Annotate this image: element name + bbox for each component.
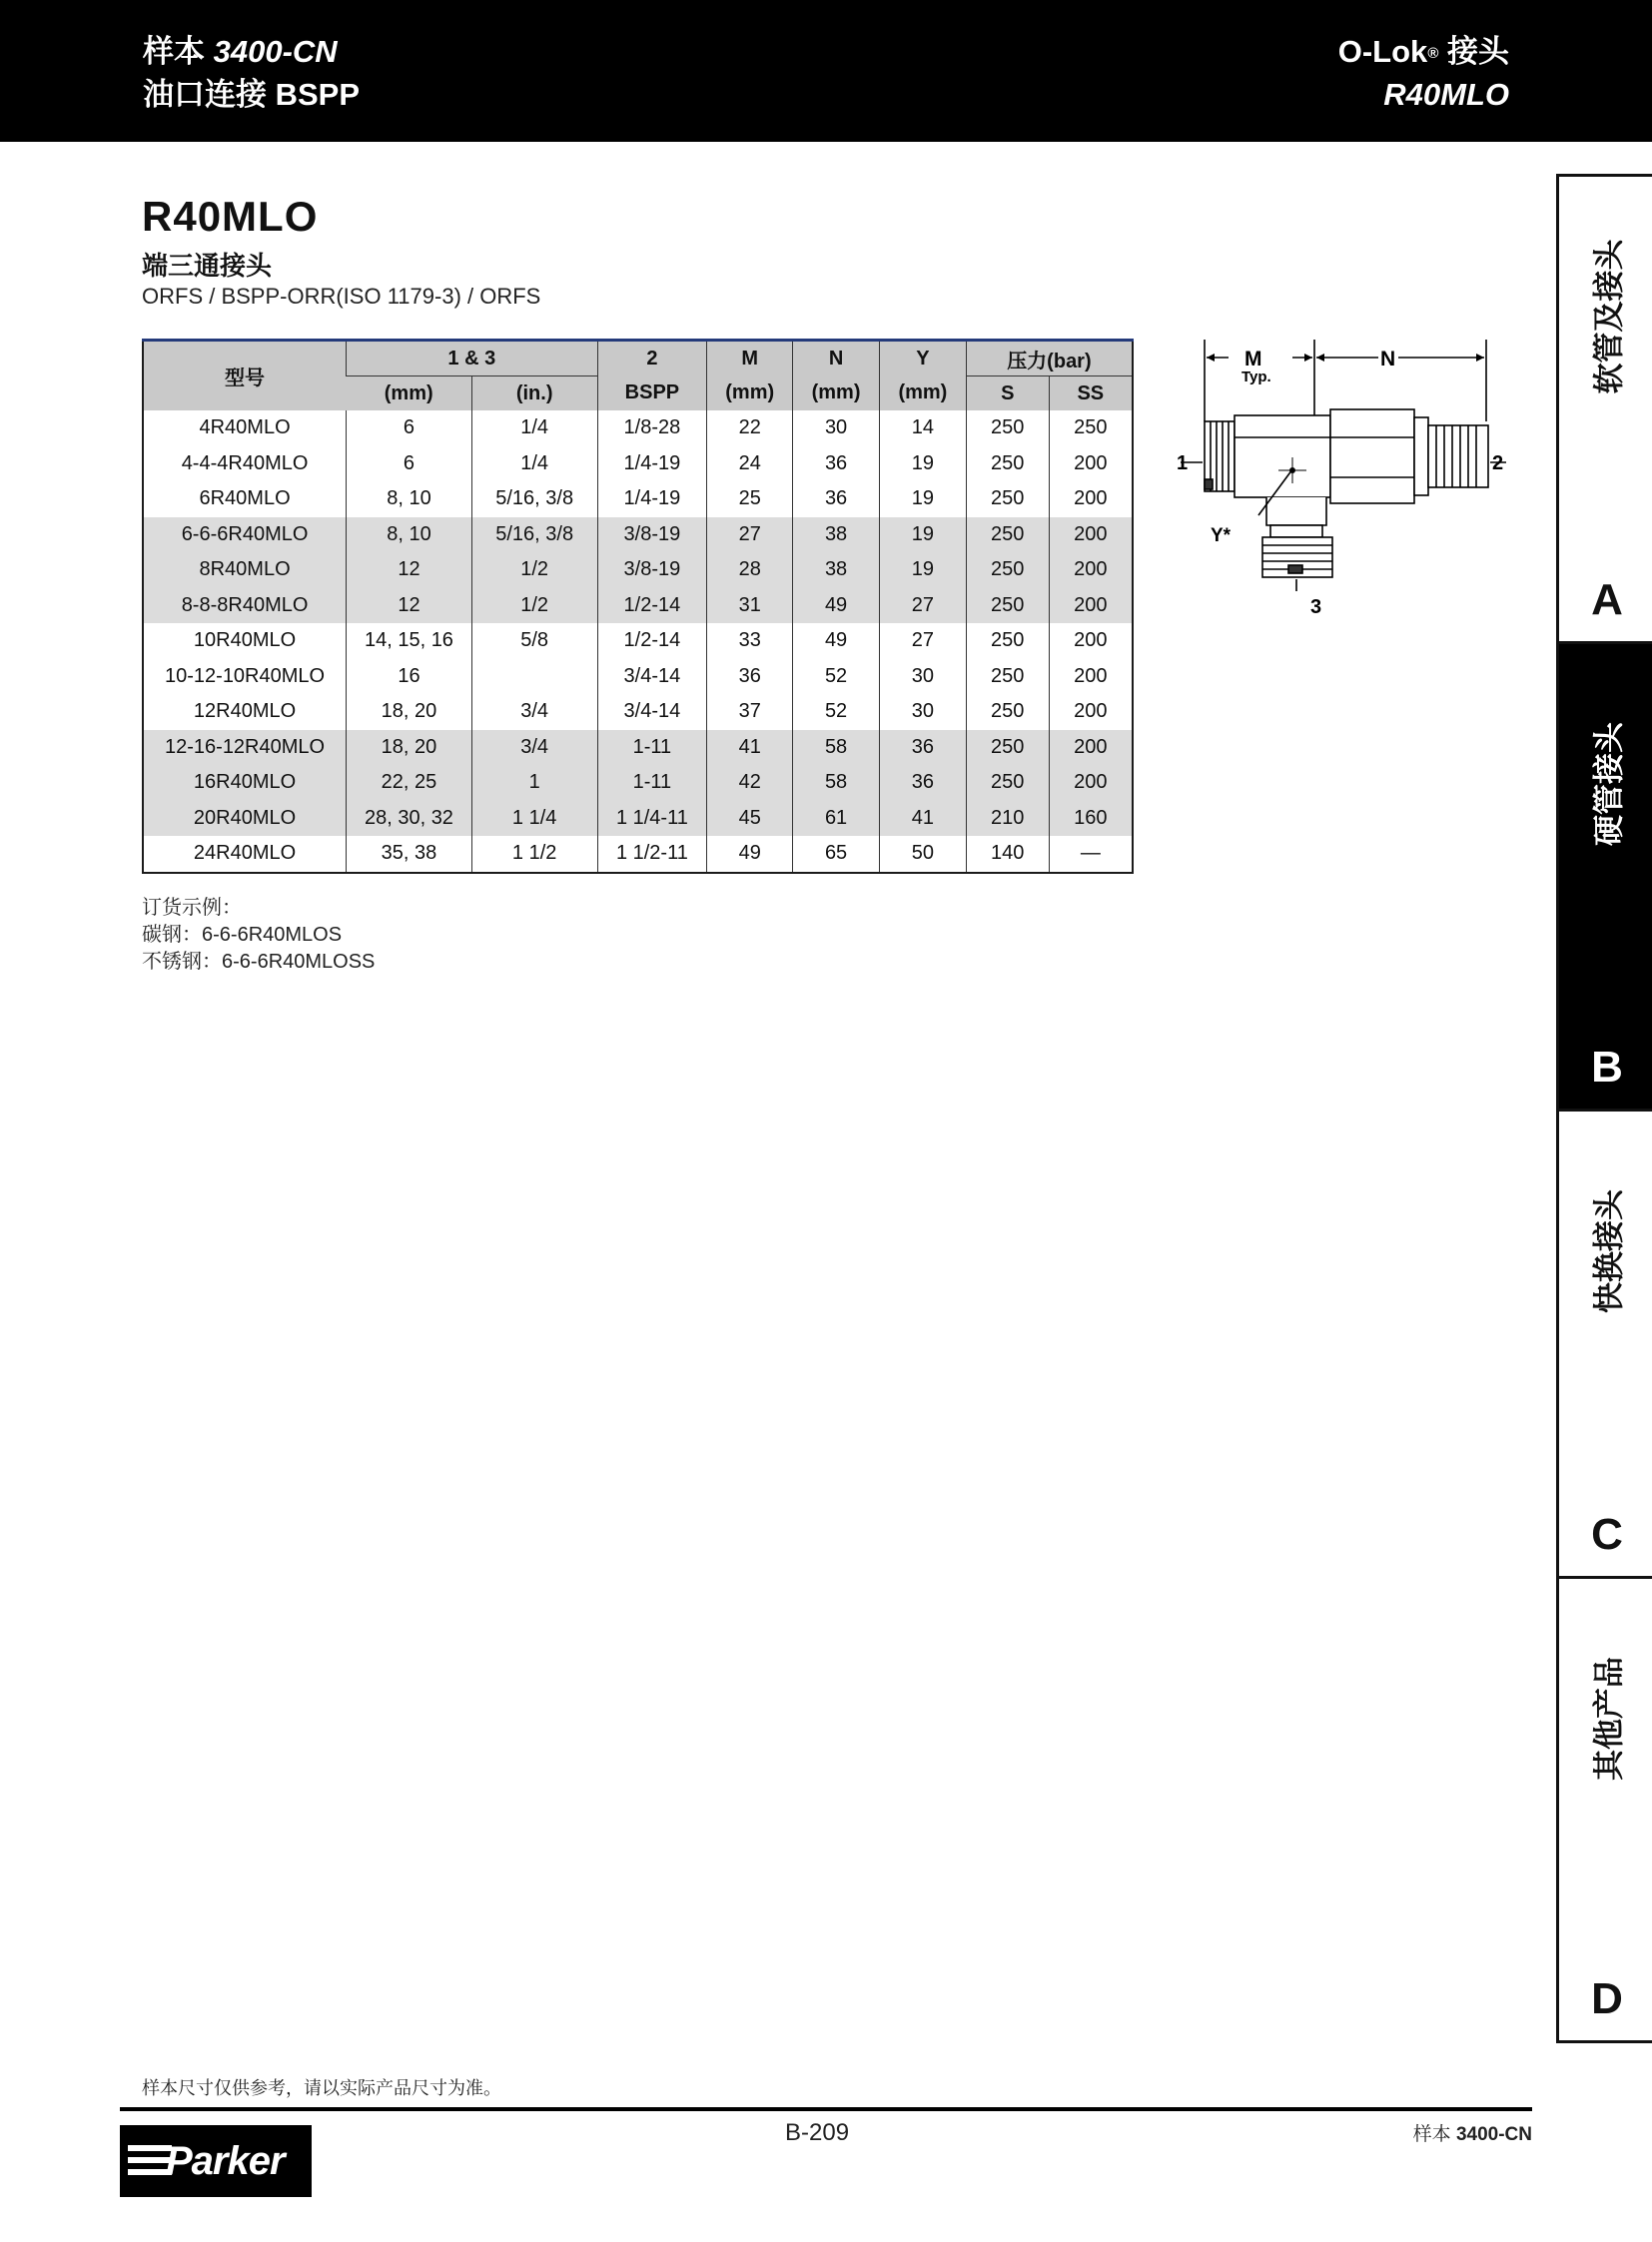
cell-m: 22 (707, 410, 793, 446)
diagram-port-3: 3 (1310, 596, 1322, 618)
header-y-unit: (mm) (879, 376, 966, 411)
page-number: B-209 (785, 2119, 850, 2146)
cell-bspp: 3/4-14 (597, 694, 707, 730)
cell-n: 36 (793, 446, 880, 482)
cell-model: 8R40MLO (143, 552, 347, 588)
cell-n: 30 (793, 410, 880, 446)
tab-d-letter: D (1591, 1974, 1623, 2023)
diagram-y-label: Y* (1211, 525, 1232, 546)
cell-tube-in: 1 1/2 (471, 836, 597, 873)
cell-model: 10-12-10R40MLO (165, 664, 326, 687)
cell-tube-mm: 8, 10 (347, 481, 472, 517)
spec-table (142, 339, 1134, 874)
table-row (143, 552, 1133, 588)
cell-pressure-ss: 200 (1049, 552, 1133, 588)
cell-pressure-ss: 200 (1049, 517, 1133, 553)
cell-bspp: 1-11 (597, 730, 707, 766)
table-row (143, 410, 1133, 446)
cell-pressure-ss: 200 (1049, 765, 1133, 801)
cell-pressure-s: 140 (966, 836, 1049, 873)
order-example (142, 895, 375, 976)
cell-m: 31 (707, 588, 793, 624)
cell-y: 50 (879, 836, 966, 873)
cell-m: 27 (707, 517, 793, 553)
cell-pressure-ss: 200 (1049, 623, 1133, 659)
header-y: Y (879, 341, 966, 376)
header-pressure: 压力(bar) (966, 341, 1133, 376)
registered-mark: ® (1427, 45, 1439, 62)
diagram-typ-label: Typ. (1241, 369, 1271, 385)
parker-logo (120, 2125, 312, 2197)
cell-tube-mm: 8, 10 (347, 517, 472, 553)
cell-bspp: 1 1/2-11 (597, 836, 707, 873)
cell-n: 58 (793, 765, 880, 801)
cell-m: 33 (707, 623, 793, 659)
cell-model: 12R40MLO (193, 700, 297, 723)
tab-b[interactable] (1556, 641, 1652, 1109)
table-row (143, 694, 1133, 730)
cell-tube-mm: 18, 20 (347, 730, 472, 766)
header-ss: SS (1049, 376, 1133, 411)
cell-tube-in: 1/2 (471, 588, 597, 624)
cell-pressure-s: 250 (966, 623, 1049, 659)
cell-model: 8-8-8R40MLO (143, 588, 347, 624)
cell-pressure-s: 250 (966, 588, 1049, 624)
header-model: 型号 (143, 341, 347, 411)
cell-pressure-ss: 200 (1049, 588, 1133, 624)
header-s: S (966, 376, 1049, 411)
table-row (143, 623, 1133, 659)
cell-bspp: 1/8-28 (597, 410, 707, 446)
table-row (143, 730, 1133, 766)
cell-pressure-s: 250 (966, 552, 1049, 588)
logo-wordmark: Parker (166, 2139, 285, 2183)
cell-tube-in: 3/4 (471, 730, 597, 766)
cell-n: 65 (793, 836, 880, 873)
cell-pressure-ss: 200 (1049, 659, 1133, 695)
tab-a[interactable] (1556, 174, 1652, 641)
cell-bspp: 1/4-19 (597, 446, 707, 482)
table-row (143, 765, 1133, 801)
header-mm: (mm) (347, 376, 472, 411)
cell-m: 45 (707, 801, 793, 837)
header-left (143, 30, 360, 116)
cell-tube-in: 1 1/4 (471, 801, 597, 837)
cell-tube-mm: 35, 38 (347, 836, 472, 873)
cell-m: 36 (707, 659, 793, 695)
cell-n: 38 (793, 517, 880, 553)
cell-y: 27 (879, 588, 966, 624)
tab-d-label: 其他产品 (1591, 1657, 1626, 1781)
table-row (143, 517, 1133, 553)
table-row (143, 659, 1133, 695)
cell-tube-in: 5/16, 3/8 (471, 517, 597, 553)
cell-y: 30 (879, 694, 966, 730)
cell-model: 12-16-12R40MLO (143, 730, 347, 766)
cell-y: 14 (879, 410, 966, 446)
cell-m: 49 (707, 836, 793, 873)
page-subtitle: 端三通接头 (142, 251, 273, 281)
cell-tube-mm: 14, 15, 16 (347, 623, 472, 659)
tab-b-letter: B (1591, 1043, 1623, 1092)
cell-n: 58 (793, 730, 880, 766)
cell-n: 38 (793, 552, 880, 588)
footer-catalog (1413, 2119, 1532, 2146)
cell-bspp: 3/8-19 (597, 552, 707, 588)
header-in: (in.) (471, 376, 597, 411)
cell-tube-mm: 6 (347, 446, 472, 482)
cell-pressure-s: 250 (966, 410, 1049, 446)
diagram-n-label: N (1380, 348, 1396, 371)
page-title: R40MLO (142, 193, 319, 240)
cell-model: 6-6-6R40MLO (143, 517, 347, 553)
cell-pressure-ss: 200 (1049, 446, 1133, 482)
header-bspp: BSPP (597, 376, 707, 411)
cell-model: 4-4-4R40MLO (181, 451, 309, 474)
table-row (143, 481, 1133, 517)
cell-y: 36 (879, 730, 966, 766)
fitting-diagram (1167, 330, 1506, 629)
cell-pressure-s: 250 (966, 517, 1049, 553)
table-row (143, 836, 1133, 873)
cell-model: 16R40MLO (143, 765, 347, 801)
cell-bspp: 1 1/4-11 (597, 801, 707, 837)
cell-pressure-ss: 200 (1049, 730, 1133, 766)
header-m: M (707, 341, 793, 376)
cell-tube-mm: 22, 25 (347, 765, 472, 801)
cell-tube-in: 5/16, 3/8 (471, 481, 597, 517)
page-header (0, 0, 1652, 142)
cell-tube-mm: 18, 20 (347, 694, 472, 730)
cell-m: 42 (707, 765, 793, 801)
cell-n: 49 (793, 623, 880, 659)
cell-tube-in: 5/8 (471, 623, 597, 659)
header-catalog-code: 3400-CN (213, 34, 338, 69)
cell-y: 27 (879, 623, 966, 659)
header-product-code: R40MLO (1383, 77, 1509, 112)
header-group-1-3: 1 & 3 (347, 341, 597, 376)
table-row (143, 446, 1133, 482)
cell-pressure-s: 250 (966, 694, 1049, 730)
cell-m: 37 (707, 694, 793, 730)
header-n-unit: (mm) (793, 376, 880, 411)
cell-bspp: 1/2-14 (597, 588, 707, 624)
cell-y: 19 (879, 481, 966, 517)
header-product-line (1338, 30, 1509, 73)
cell-tube-in: 1/4 (471, 410, 597, 446)
footer-catalog-code: 3400-CN (1455, 2124, 1532, 2145)
footer-divider (120, 2107, 1532, 2111)
table-row (143, 588, 1133, 624)
order-example-carbon: 碳钢：6-6-6R40MLOS (142, 924, 343, 946)
header-group-2: 2 (597, 341, 707, 376)
header-catalog-line (143, 30, 360, 73)
cell-pressure-s: 250 (966, 481, 1049, 517)
tab-a-letter: A (1591, 575, 1623, 624)
cell-m: 28 (707, 552, 793, 588)
cell-y: 19 (879, 552, 966, 588)
cell-pressure-s: 250 (966, 446, 1049, 482)
cell-bspp: 3/4-14 (597, 659, 707, 695)
cell-m: 25 (707, 481, 793, 517)
tab-d[interactable] (1556, 1576, 1652, 2043)
cell-model: 10R40MLO (193, 629, 297, 652)
header-section-name: 油口连接 BSPP (143, 77, 361, 112)
cell-model: 24R40MLO (193, 842, 297, 865)
cell-tube-mm: 28, 30, 32 (347, 801, 472, 837)
cell-tube-in (471, 659, 597, 695)
cell-tube-in: 3/4 (471, 694, 597, 730)
cell-tube-in: 1/4 (471, 446, 597, 482)
cell-tube-mm: 16 (347, 659, 472, 695)
cell-y: 19 (879, 517, 966, 553)
order-example-heading: 订货示例： (142, 897, 242, 919)
cell-tube-mm: 12 (347, 552, 472, 588)
order-example-stainless: 不锈钢：6-6-6R40MLOSS (142, 951, 376, 973)
cell-model: 6R40MLO (199, 487, 291, 510)
header-product-type: 接头 (1447, 34, 1509, 69)
cell-n: 52 (793, 694, 880, 730)
cell-m: 41 (707, 730, 793, 766)
cell-tube-in: 1/2 (471, 552, 597, 588)
cell-tube-mm: 12 (347, 588, 472, 624)
cell-pressure-ss: 200 (1049, 481, 1133, 517)
cell-y: 30 (879, 659, 966, 695)
cell-m: 24 (707, 446, 793, 482)
diagram-port-2: 2 (1492, 452, 1504, 474)
cell-y: 19 (879, 446, 966, 482)
cell-n: 61 (793, 801, 880, 837)
tab-b-label: 硬管接头 (1591, 722, 1626, 846)
tab-c[interactable] (1556, 1109, 1652, 1576)
cell-y: 41 (879, 801, 966, 837)
footer-disclaimer: 样本尺寸仅供参考，请以实际产品尺寸为准。 (142, 2078, 501, 2098)
tab-c-letter: C (1591, 1510, 1623, 1559)
cell-model: 20R40MLO (143, 801, 347, 837)
connection-spec: ORFS / BSPP-ORR(ISO 1179-3) / ORFS (142, 284, 541, 309)
diagram-port-1: 1 (1177, 452, 1189, 474)
footer-catalog-prefix: 样本 (1412, 2124, 1451, 2145)
header-catalog-prefix: 样本 (143, 34, 205, 69)
cell-pressure-ss: 160 (1049, 801, 1133, 837)
cell-pressure-ss: 200 (1049, 694, 1133, 730)
header-n: N (793, 341, 880, 376)
cell-bspp: 1/2-14 (597, 623, 707, 659)
cell-pressure-ss: — (1049, 836, 1133, 873)
cell-pressure-ss: 250 (1049, 410, 1133, 446)
spec-table-body (143, 410, 1133, 873)
cell-y: 36 (879, 765, 966, 801)
diagram-m-label: M (1244, 348, 1262, 371)
header-right (1338, 30, 1509, 116)
tab-a-label: 软管及接头 (1591, 239, 1626, 394)
header-brand: O-Lok (1337, 34, 1428, 69)
header-m-unit: (mm) (707, 376, 793, 411)
cell-bspp: 3/8-19 (597, 517, 707, 553)
cell-n: 49 (793, 588, 880, 624)
cell-tube-in: 1 (471, 765, 597, 801)
table-row (143, 801, 1133, 837)
cell-pressure-s: 250 (966, 730, 1049, 766)
cell-pressure-s: 250 (966, 765, 1049, 801)
cell-n: 52 (793, 659, 880, 695)
cell-pressure-s: 250 (966, 659, 1049, 695)
tab-c-label: 快换接头 (1591, 1189, 1626, 1313)
cell-tube-mm: 6 (347, 410, 472, 446)
cell-model: 4R40MLO (199, 416, 291, 439)
cell-pressure-s: 210 (966, 801, 1049, 837)
cell-bspp: 1-11 (597, 765, 707, 801)
cell-bspp: 1/4-19 (597, 481, 707, 517)
cell-n: 36 (793, 481, 880, 517)
